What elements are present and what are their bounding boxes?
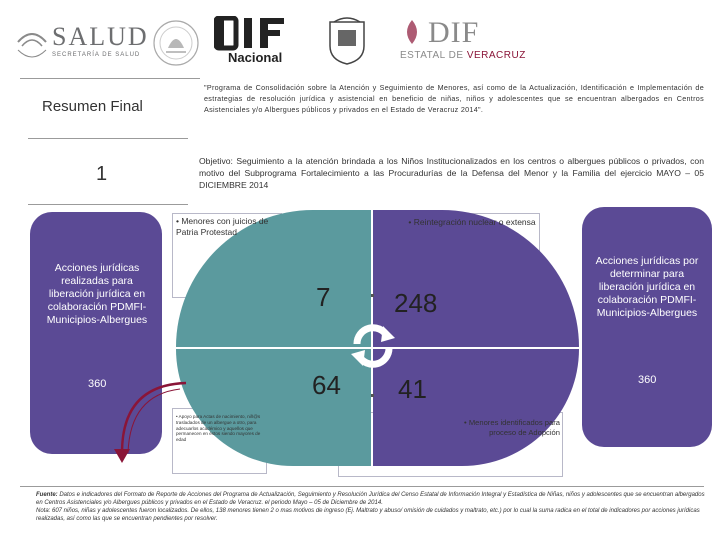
salud-logo-subtitle: SECRETARÍA DE SALUD [52, 52, 141, 58]
footer-divider [20, 486, 704, 487]
salud-logo-mark [14, 24, 50, 60]
curved-arrow-icon [112, 375, 192, 465]
salud-logo-text: SALUD [52, 22, 149, 51]
quadrant-1-label: • Menores con juicios de Patria Protestad [176, 216, 269, 237]
quadrant-4-value: 41 [398, 374, 427, 404]
right-card-value: 360 [638, 374, 657, 386]
title-divider [28, 138, 188, 139]
quadrant-top-right [373, 210, 579, 347]
left-card-label: Acciones jurídicas realizadas para liberación jurídica en colaboración PDMFI-Municipios-Albergues [46, 262, 148, 326]
center-dot-top [371, 294, 374, 297]
page-title: Resumen Final [42, 98, 143, 115]
header-divider [20, 78, 200, 79]
dif-veracruz-logo-text: DIF [428, 16, 480, 49]
quadrant-4-label: • Menores identificados para proceso de Adopción [464, 418, 560, 437]
veracruz-seal-icon [326, 16, 368, 66]
slide-number: 1 [96, 163, 108, 185]
footer-note: Nota: 607 niños, niñas y adolescentes fueron localizados. De ellos, 138 menores tienen 2 o mas motivos de ingreso (Ej. Maltrato y abuso/ omisión de cuidados y maltrato, etc.) por lo cual la suma radica en el total de indicadores por acciones jurídicas realizadas, así como las que se encuentran pendientes por resolver. [36, 508, 700, 522]
footer-source: Fuente: Datos e indicadores del Formato de Reporte de Acciones del Programa de Actualización, Seguimiento y Resolución Jurídica del Censo Estatal de Información Integral y Estadística de Niñas, niños y adolescentes que se encuentran albergados en Centros Asistenciales y/o Albergues públicos y privados en el Estado de Veracruz. el periodo Mayo – 05 de Diciembre de 2014. Nota: 607 niños, niñas y adolescentes fueron localizados. De ellos, 138 menores tienen 2 o mas motivos de ingreso (Ej. Maltrato y abuso/ omisión de cuidados y maltrato, etc.) por lo cual la suma radica en el total de indicadores por acciones jurídicas realizadas, así como las que se encuentran pendientes por resolver. [36, 492, 705, 522]
center-dot-bottom [371, 394, 374, 397]
quadrant-3-value: 64 [312, 370, 341, 400]
right-card-label: Acciones jurídicas por determinar para liberación jurídica en colaboración PDMFI-Municipios-Albergues [595, 255, 699, 319]
mexico-eagle-seal-icon [150, 18, 202, 68]
quadrant-1-value: 7 [316, 282, 331, 312]
number-divider [28, 204, 188, 205]
left-card-value: 360 [88, 378, 107, 390]
program-description: "Programa de Consolidación sobre la Atención y Seguimiento de Menores, así como de la Actualización, Identificación e Implementación de estrategias de resolución jurídica y asistencial en beneficio de niñas, niños y adolescentes que se encuentran albergados en Centros Asistenciales y/o Albergues públicos y privados en el Estado de Veracruz 2014". [204, 83, 704, 114]
dif-nacional-text: Nacional [228, 50, 283, 65]
right-summary-card [582, 207, 712, 447]
objective-text: Objetivo: Seguimiento a la atención brindada a los Niños Institucionalizados en los centros o albergues públicos o privados, con motivo del Subprograma Fortalecimiento a las Procuradurías de la Defensa del Menor y la Familia del ejercicio MAYO – 05 DICIEMBRE 2014 [199, 156, 704, 190]
dif-veracruz-mark-icon [400, 18, 424, 46]
dif-veracruz-subtitle: ESTATAL DE VERACRUZ [400, 50, 526, 61]
cycle-arrows-icon [347, 318, 399, 374]
quadrant-2-label: • Reintegración nuclear o extensa [408, 217, 536, 227]
quadrant-3-label: • Apoyo para Actas de nacimiento, niñ@s trasladados de un albergue a otro, para adecuarlos académico y aquellos que permanecen en éstos siendo mayores de edad [176, 414, 261, 443]
quadrant-2-value: 248 [394, 288, 438, 318]
